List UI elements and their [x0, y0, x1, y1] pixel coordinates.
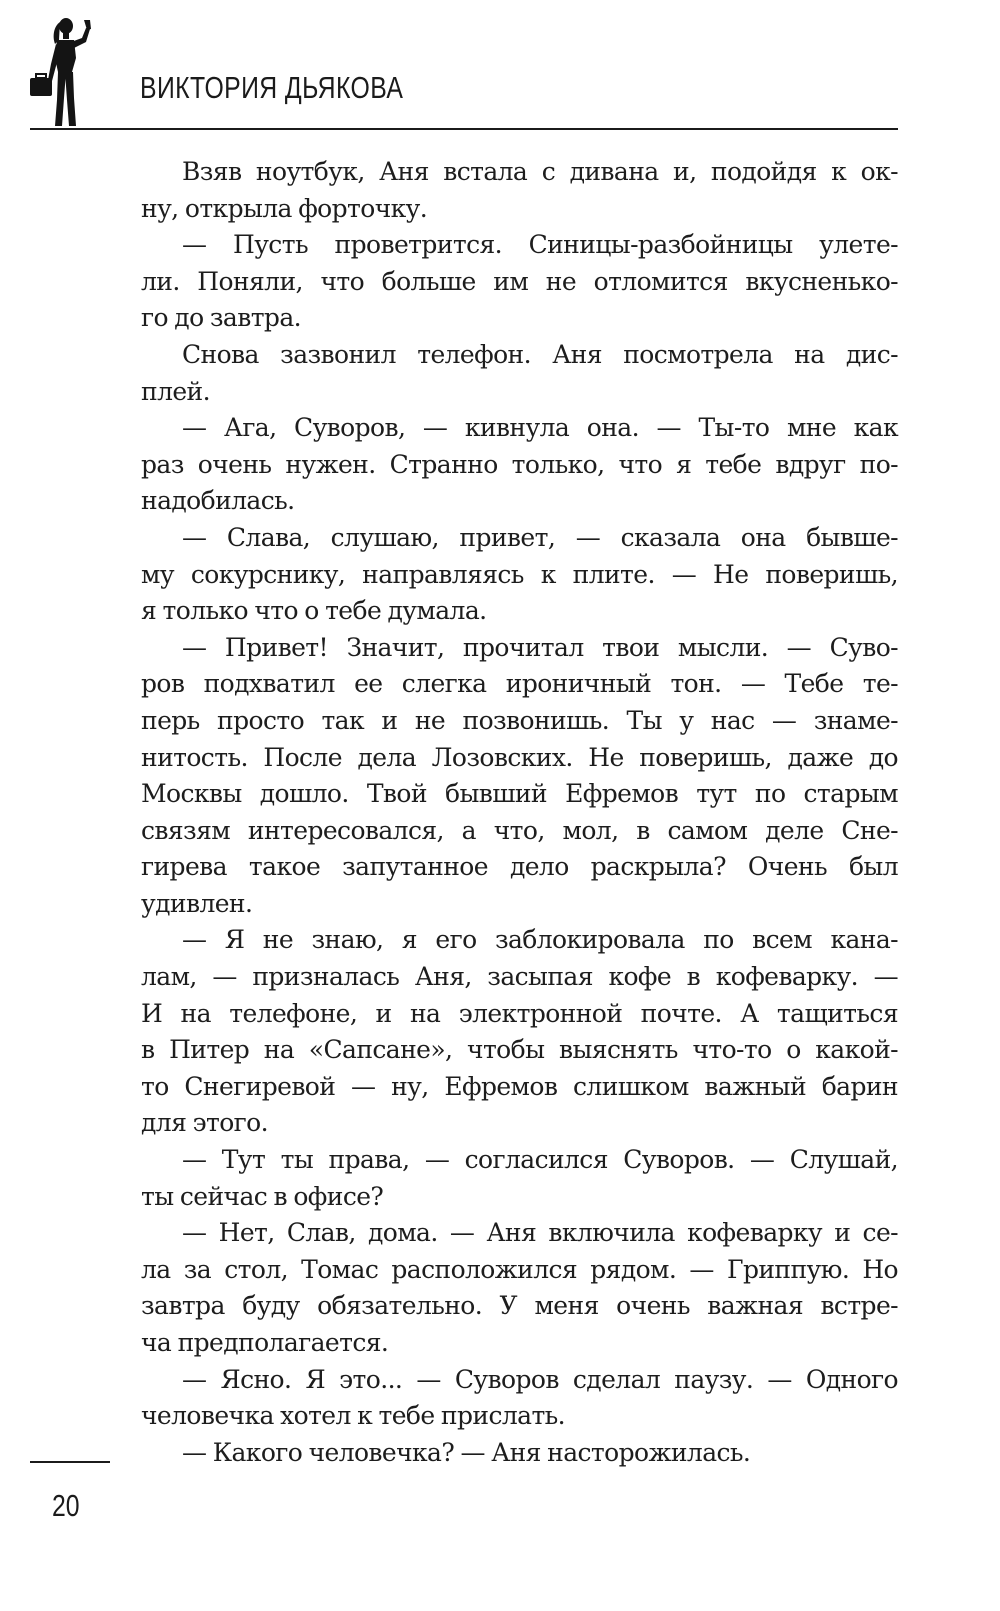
text-line: ну, открыла форточку.	[141, 193, 428, 223]
text-line: ча предполагается.	[141, 1328, 389, 1357]
text-line: гирева такое запутанное дело раскрыла? Очень был	[141, 852, 898, 882]
text-line: ров подхватил ее слегка ироничный тон. — Тебе те-	[141, 669, 898, 699]
text-line: то Снегиревой — ну, Ефремов слишком важный барин	[141, 1071, 898, 1101]
text-line: — Слава, слушаю, привет, — сказала она бывше-	[182, 522, 898, 552]
text-line: удивлен.	[141, 888, 253, 918]
text-line: — Пусть проветрится. Синицы-разбойницы улете-	[182, 230, 898, 260]
text-line: связям интересовался, а что, мол, в самом деле Сне-	[141, 815, 898, 845]
book-text	[141, 154, 898, 1471]
text-line: ли. Поняли, что больше им не отломится вкусненько-	[141, 266, 898, 296]
text-line: для этого.	[141, 1108, 268, 1138]
text-line: Снова зазвонил телефон. Аня посмотрела на дис-	[182, 339, 898, 369]
text-line: в Питер на «Сапсане», чтобы выяснять что-то о какой-	[141, 1035, 898, 1065]
text-line: ла за стол, Томас расположился рядом. — Гриппую. Но	[141, 1254, 898, 1284]
header-divider	[30, 128, 898, 130]
text-line: го до завтра.	[141, 303, 301, 333]
text-line: надобилась.	[141, 486, 295, 516]
text-line: завтра буду обязательно. У меня очень важная встре-	[141, 1291, 898, 1321]
text-line: я только что о тебе думала.	[141, 596, 487, 626]
text-line: плей.	[141, 376, 210, 406]
text-line: И на телефоне, и на электронной почте. А тащиться	[141, 998, 898, 1028]
text-line: — Нет, Слав, дома. — Аня включила кофеварку и се-	[182, 1218, 898, 1248]
footer-divider	[30, 1461, 110, 1463]
text-line: человечка хотел к тебе прислать.	[141, 1401, 566, 1431]
text-line: — Ага, Суворов, — кивнула она. — Ты-то мне как	[182, 413, 898, 443]
text-line: лам, — призналась Аня, засыпая кофе в кофеварку. —	[141, 962, 898, 992]
text-line: перь просто так и не позвонишь. Ты у нас — знаме-	[141, 705, 898, 735]
page-number: 20	[52, 1488, 80, 1523]
text-line: — Привет! Значит, прочитал твои мысли. — Суво-	[182, 632, 898, 662]
text-line: — Я не знаю, я его заблокировала по всем кана-	[182, 925, 898, 955]
text-line: — Тут ты права, — согласился Суворов. — Слушай,	[182, 1145, 898, 1175]
text-line: раз очень нужен. Странно только, что я тебе вдруг по-	[141, 449, 898, 479]
text-line: Взяв ноутбук, Аня встала с дивана и, подойдя к ок-	[182, 157, 898, 186]
author-name: ВИКТОРИЯ ДЬЯКОВА	[140, 70, 404, 105]
text-line: — Какого человечка? — Аня насторожилась.	[182, 1437, 751, 1467]
woman-silhouette-logo-icon	[24, 14, 104, 130]
text-line: му сокурснику, направляясь к плите. — Не поверишь,	[141, 559, 898, 589]
text-line: — Ясно. Я это... — Суворов сделал паузу. — Одного	[182, 1364, 898, 1394]
text-line: ты сейчас в офисе?	[141, 1181, 384, 1211]
text-line: нитость. После дела Лозовских. Не поверишь, даже до	[141, 742, 898, 772]
text-line: Москвы дошло. Твой бывший Ефремов тут по старым	[141, 779, 898, 809]
